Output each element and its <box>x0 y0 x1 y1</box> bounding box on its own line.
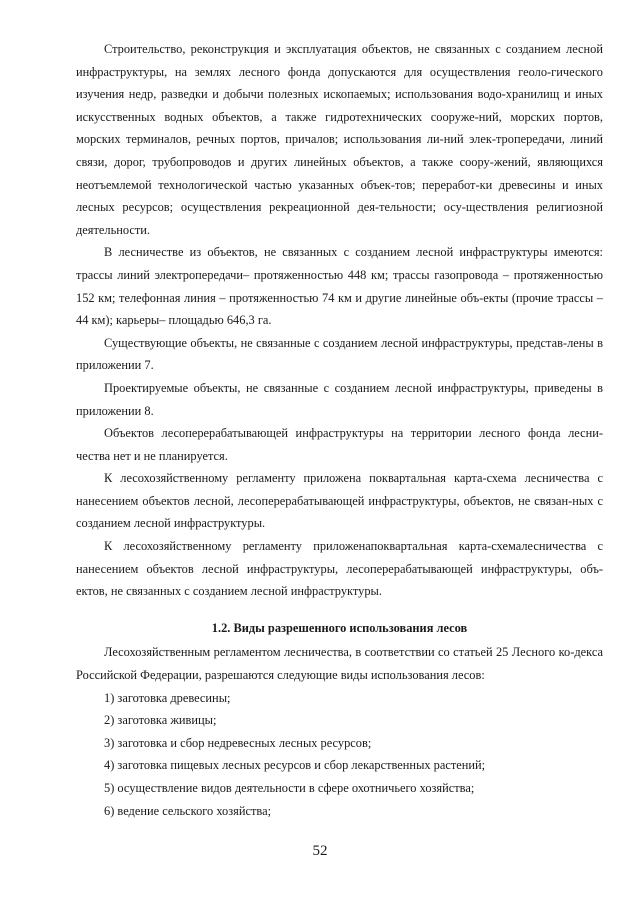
document-page <box>76 38 603 822</box>
section-heading: 1.2. Виды разрешенного использования лесов <box>211 620 468 635</box>
paragraph-map-scheme-2: К лесохозяйственному регламенту приложенапоквартальная карта-схемалесничества с нанесением объектов лесной инфраструктуры, лесоперерабатывающей инфраструктуры, объ-ектов, не связанных с созданием лесной инфраструктуры. <box>76 539 603 599</box>
paragraph-existing-linear-objects: В лесничестве из объектов, не связанных с созданием лесной инфраструктуры имеются: трассы линий электропередачи– протяженностью 448 км; трассы газопровода – протяженностью 152 км; телефонная линия – протяженностью 74 км и другие линейные объ-екты (прочие трассы – 44 км); карьеры– площадью 646,3 га. <box>76 245 603 328</box>
list-item: 6) ведение сельского хозяйства; <box>104 803 272 818</box>
list-item: 1) заготовка древесины; <box>104 690 231 705</box>
section-intro: Лесохозяйственным регламентом лесничества, в соответствии со статьей 25 Лесного ко-декса Российской Федерации, разрешаются следующие виды использования лесов: <box>76 645 603 683</box>
paragraph-map-scheme-1: К лесохозяйственному регламенту приложена поквартальная карта-схема лесничества с нанесением объектов лесной, лесоперерабатывающей инфраструктуры, объектов, не связан-ных с созданием лесной инфраструктуры. <box>76 471 603 531</box>
paragraph-appendix-7: Существующие объекты, не связанные с созданием лесной инфраструктуры, представ-лены в приложении 7. <box>76 335 603 373</box>
list-item: 5) осуществление видов деятельности в сфере охотничьего хозяйства; <box>104 781 475 795</box>
list-item: 2) заготовка живицы; <box>104 713 217 728</box>
paragraph-construction-objects: Строительство, реконструкция и эксплуатация объектов, не связанных с созданием лесной инфраструктуры, на землях лесного фонда допускаются для осуществления геоло-гического изучения недр, разведки и добычи полезных ископаемых; использования водо-хранилищ и иных искусственных водных объектов, а также гидротехнических сооруже-ний, морских портов, морских терминалов, речных портов, причалов; использования ли-ний элек-тропередачи, линий связи, дорог, трубопроводов и других линейных объектов, а также соору-жений, являющихся неотъемлемой технологической частью указанных объек-тов; переработ-ки древесины и иных лесных ресурсов; осуществления рекреационной дея-тельности; осу-ществления религиозной деятельности. <box>76 42 603 237</box>
paragraph-wood-processing: Объектов лесоперерабатывающей инфраструктуры на территории лесного фонда лесни-чества нет и не планируется. <box>76 426 603 463</box>
list-item: 3) заготовка и сбор недревесных лесных ресурсов; <box>104 735 372 750</box>
list-item: 4) заготовка пищевых лесных ресурсов и сбор лекарственных растений; <box>104 758 486 773</box>
paragraph-appendix-8: Проектируемые объекты, не связанные с созданием лесной инфраструктуры, приведены в приложении 8. <box>76 380 603 418</box>
page-number: 52 <box>312 843 328 859</box>
forest-use-list <box>76 687 603 823</box>
